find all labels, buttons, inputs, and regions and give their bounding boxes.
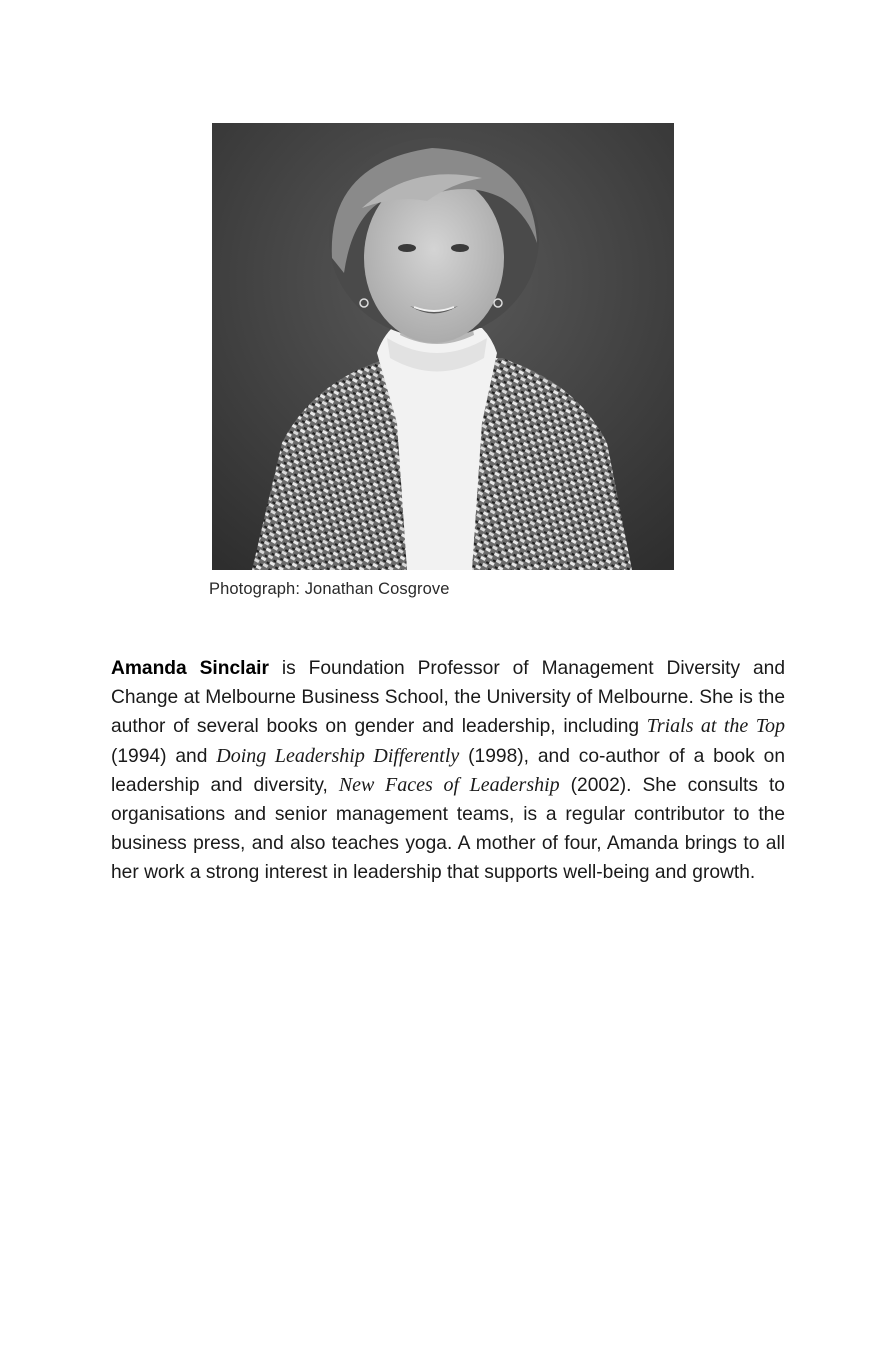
- bio-text-1: is Foundation Professor of Management Diversity and Change at Melbourne Business School, the University of Melbourne. She is the author of several books on gender and leadership, including: [111, 658, 785, 738]
- photo-caption: Photograph: Jonathan Cosgrove: [209, 580, 450, 598]
- bio-text-3: (1998), and co-author of a book on leadership and diversity,: [111, 745, 785, 796]
- book-title-2: Doing Leadership Differently: [216, 744, 460, 767]
- bio-text-2: (1994) and: [111, 745, 217, 767]
- author-photo: [212, 123, 674, 570]
- author-portrait-image: [212, 123, 674, 570]
- book-title-3: New Faces of Leadership: [338, 773, 560, 796]
- author-name: Amanda Sinclair: [111, 658, 269, 679]
- bio-text-4: (2002). She consults to organisations and senior management teams, is a regular contributor to the business press, and also teaches yoga. A mother of four, Amanda brings to all her work a strong interest in leadership that supports well-being and growth.: [111, 774, 785, 884]
- book-title-1: Trials at the Top: [646, 715, 785, 738]
- author-bio: [111, 654, 785, 888]
